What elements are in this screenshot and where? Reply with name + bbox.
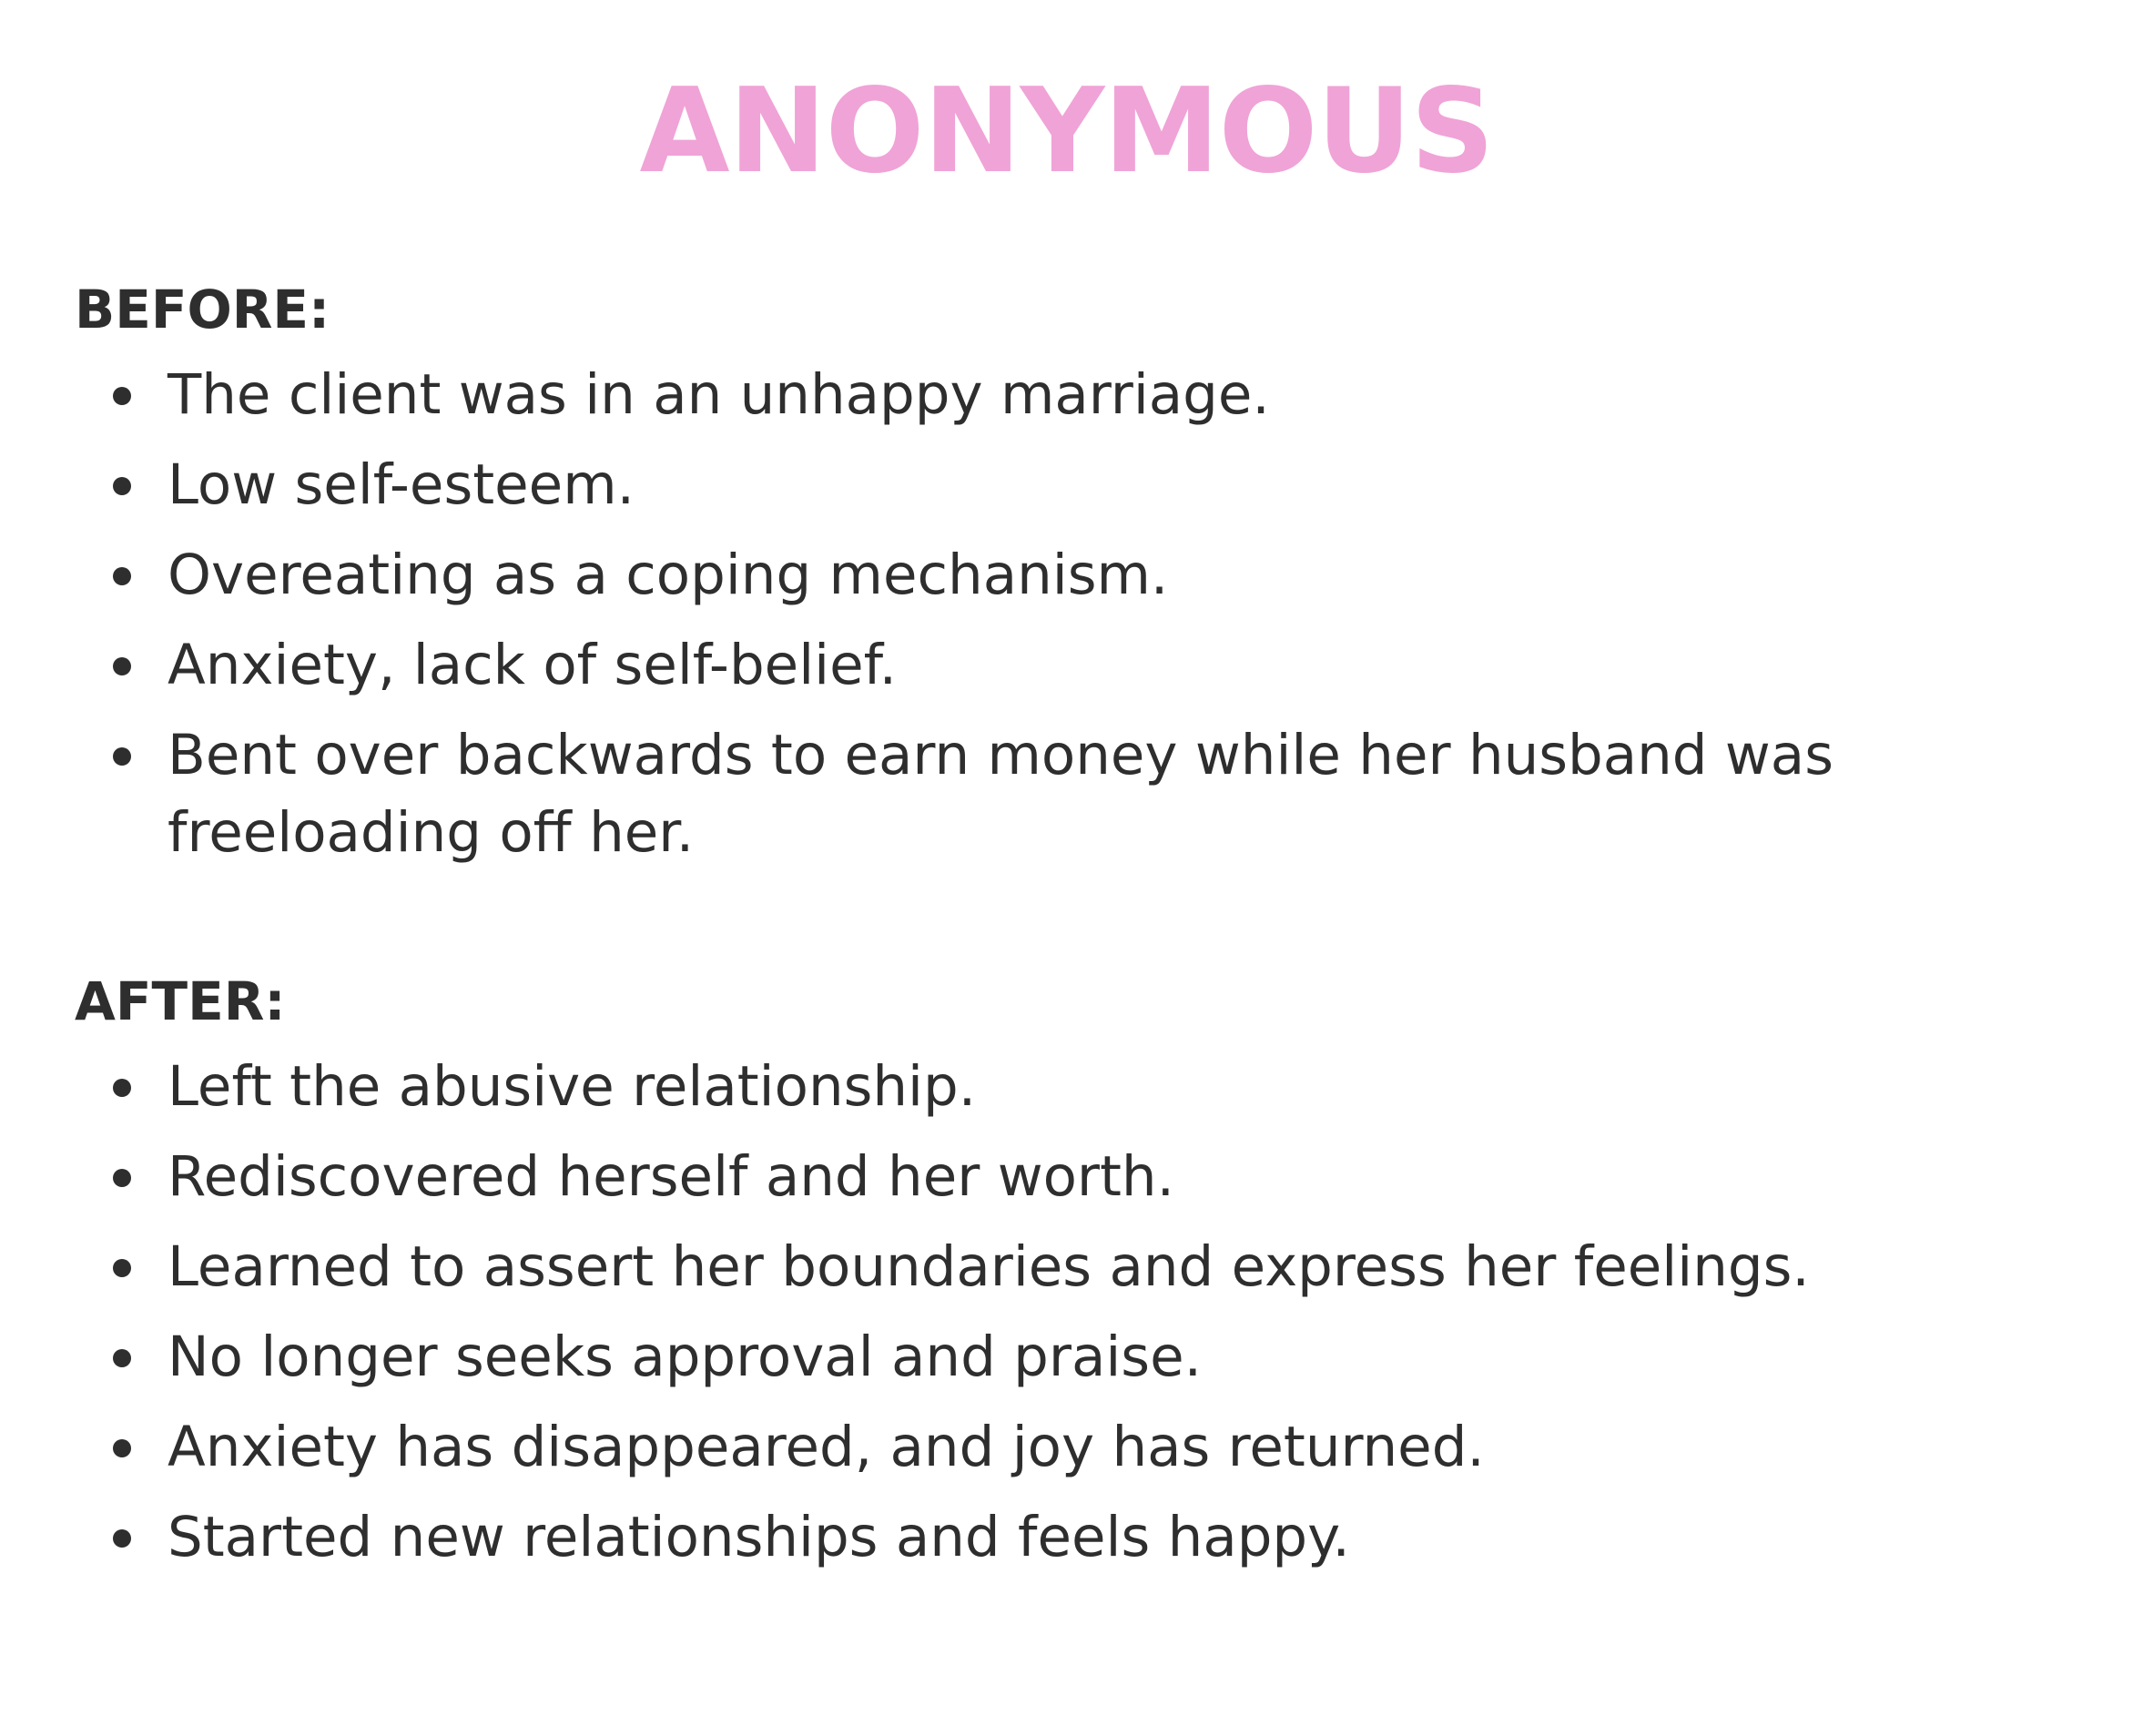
list-item-text: Left the abusive relationship. [168,1054,977,1119]
page-title: ANONYMOUS [639,64,1494,199]
list-item [75,1408,1988,1486]
after-section [75,960,2077,1576]
before-list [75,356,2077,871]
list-item [75,1498,1988,1576]
list-item [75,1138,1988,1215]
bullet-icon [113,1529,131,1548]
bullet-icon [113,1259,131,1277]
list-item-text: Started new relationships and feels happy. [168,1505,1350,1569]
list-item [75,716,1988,871]
list-item-text: Low self-esteem. [168,452,635,517]
list-item [75,446,1988,523]
bullet-icon [113,387,131,405]
list-item-text: Anxiety has disappeared, and joy has returned. [168,1415,1485,1479]
bullet-icon [113,747,131,766]
bullet-icon [113,477,131,495]
list-item-text: Anxiety, lack of self-belief. [168,633,898,697]
before-heading: BEFORE: [75,279,330,340]
bullet-icon [113,657,131,675]
list-item [75,356,1988,433]
list-item-text: Learned to assert her boundaries and express her feelings. [168,1234,1810,1299]
list-item-text: Bent over backwards to earn money while her husband was freeloading off her. [168,723,1833,865]
list-item [75,536,1988,614]
list-item [75,1318,1988,1396]
list-item [75,626,1988,704]
after-heading: AFTER: [75,970,286,1032]
list-item [75,1048,1988,1125]
list-item-text: No longer seeks approval and praise. [168,1325,1203,1389]
after-list [75,1048,2077,1576]
list-item-text: Rediscovered herself and her worth. [168,1144,1174,1209]
bullet-icon [113,1079,131,1097]
bullet-icon [113,1439,131,1457]
bullet-icon [113,1169,131,1187]
list-item [75,1228,1988,1305]
bullet-icon [113,1349,131,1367]
list-item-text: Overeating as a coping mechanism. [168,543,1169,607]
list-item-text: The client was in an unhappy marriage. [168,362,1270,427]
before-section [75,269,2077,871]
bullet-icon [113,567,131,585]
